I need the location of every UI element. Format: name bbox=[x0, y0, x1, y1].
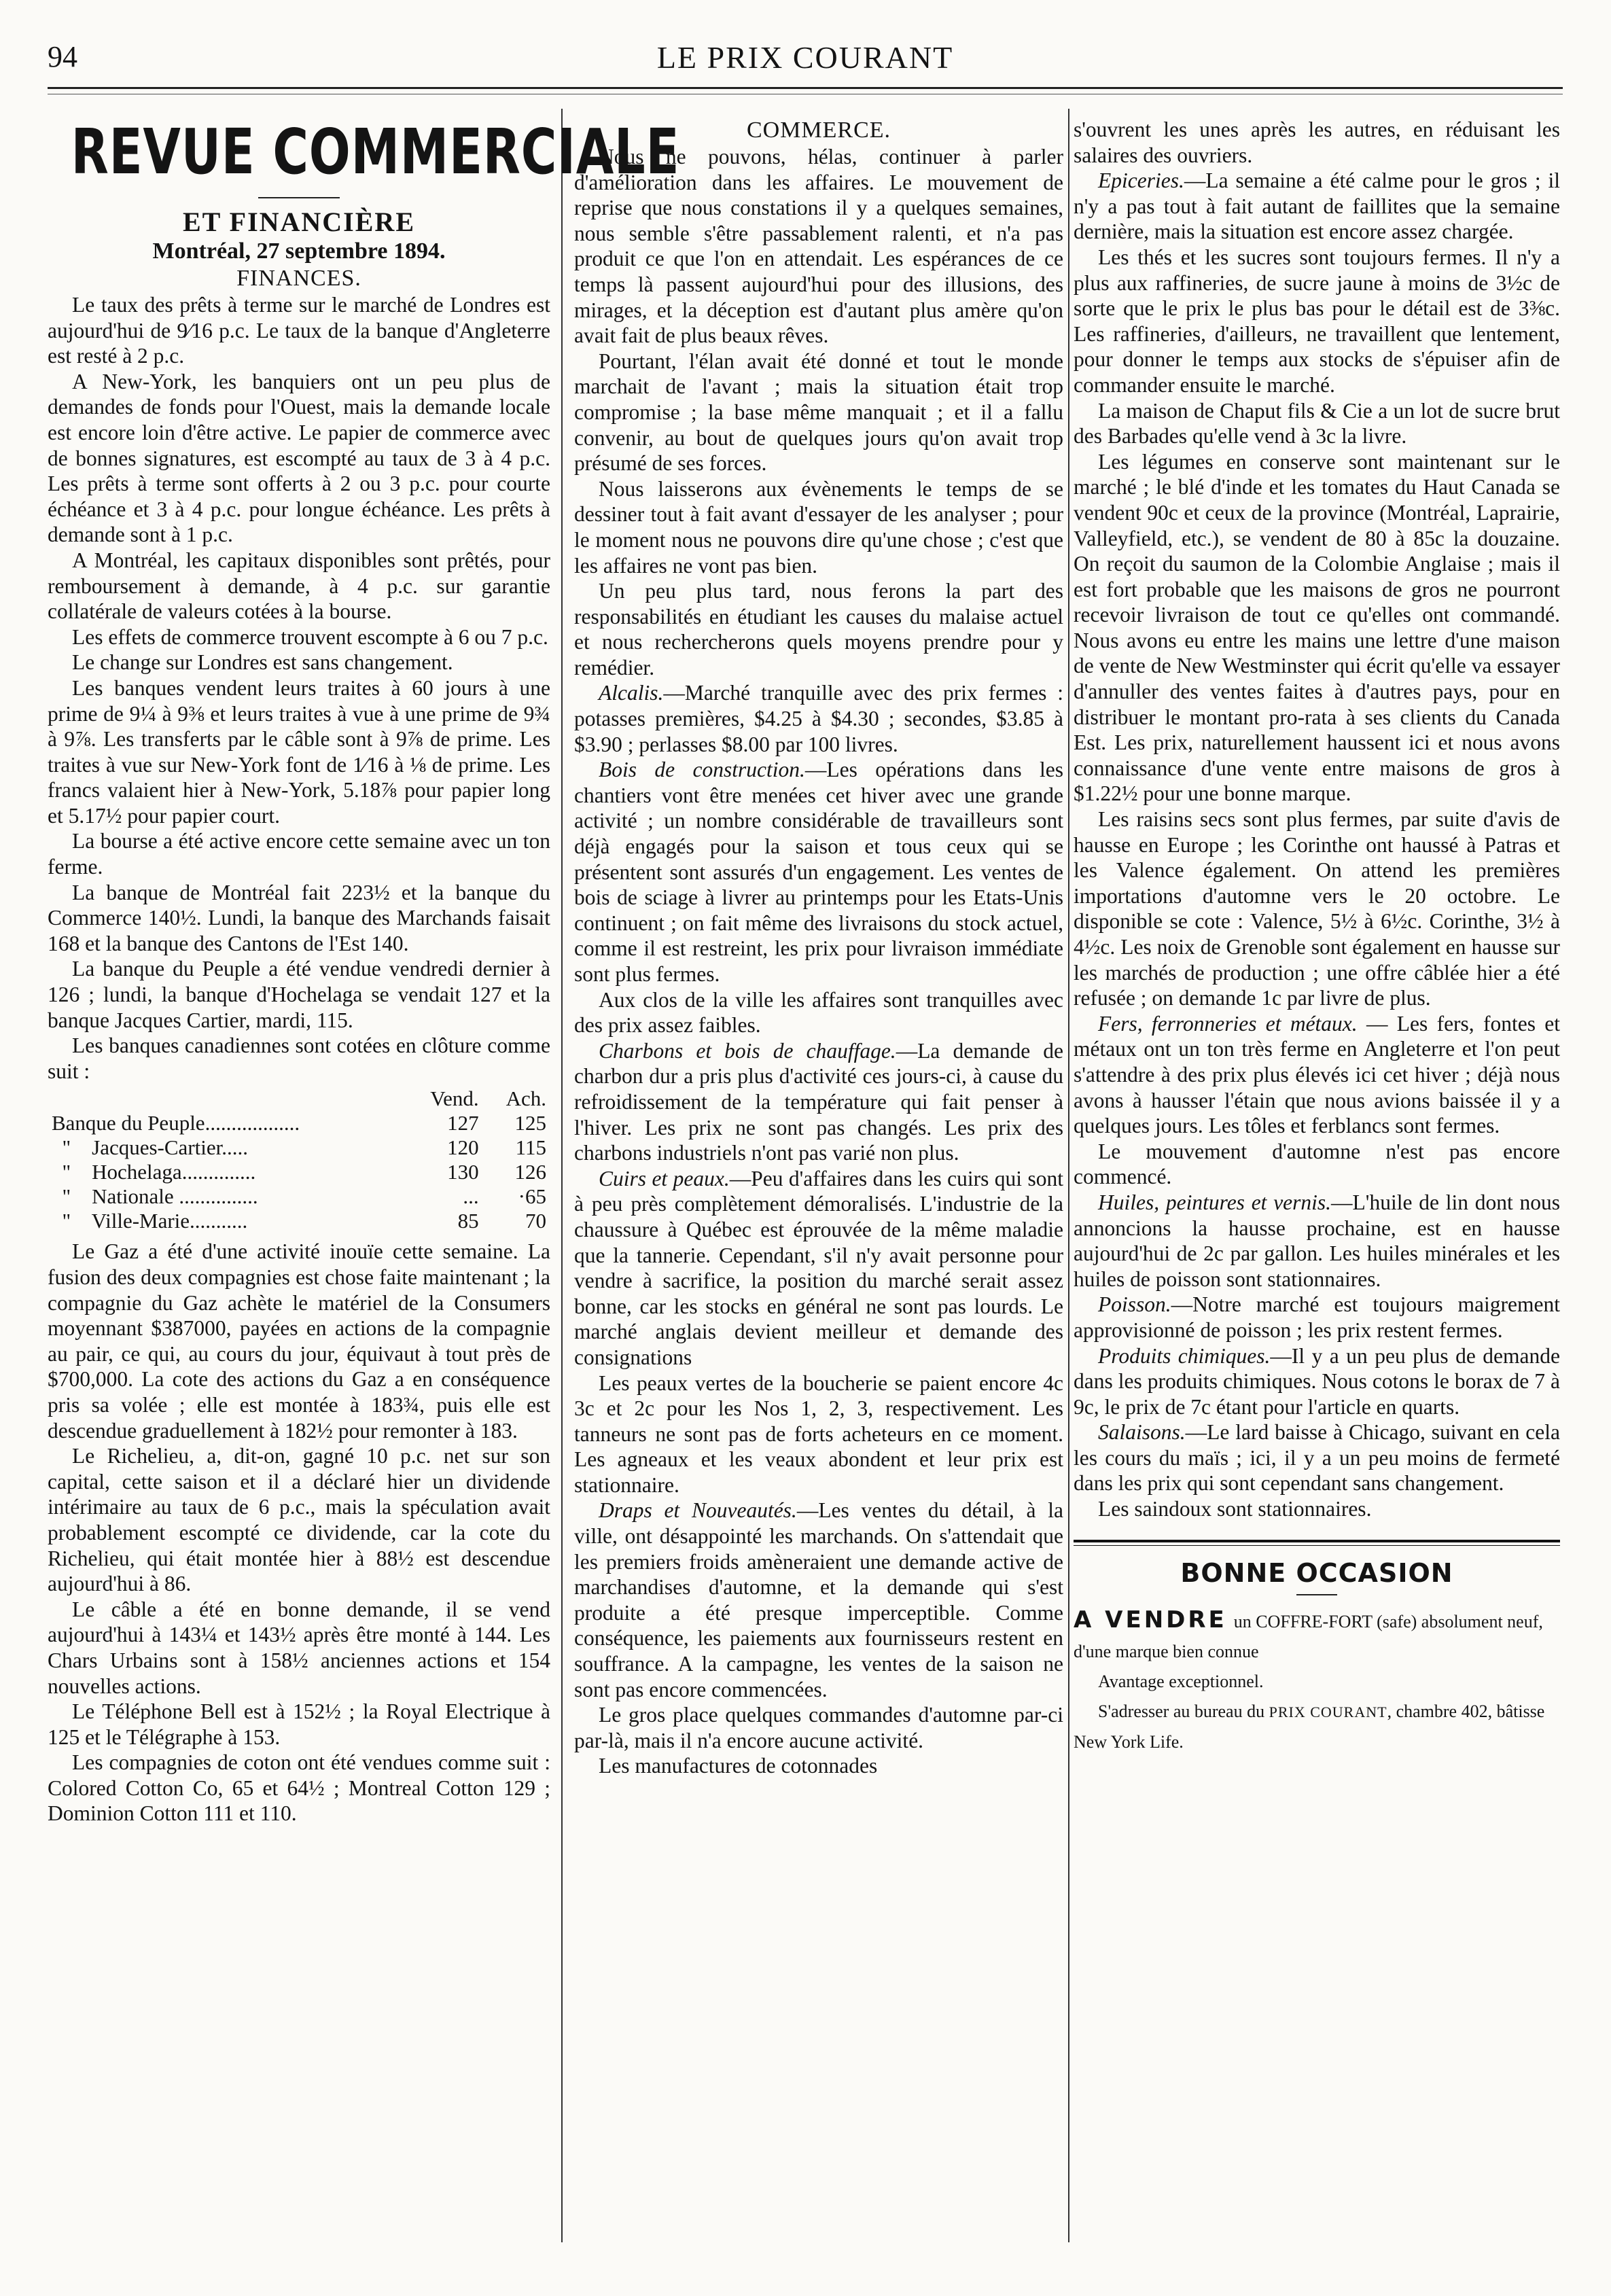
table-header-ach: Ach. bbox=[506, 1087, 546, 1111]
paragraph: Aux clos de la ville les affaires sont tranquilles avec des prix assez faibles. bbox=[574, 987, 1063, 1038]
ad-text-2: Avantage exceptionnel. bbox=[1098, 1672, 1264, 1692]
rubric-heading: Alcalis. bbox=[599, 681, 664, 705]
ach-value: 115 bbox=[515, 1135, 546, 1160]
paragraph: Nous ne pouvons, hélas, continuer à parler d'amélioration dans les affaires. Le mouvement de reprise que nous constations il y a quelques semaines, nous semble s'être passablement ralenti, et n'a pas produit ce que l'on en attendait. Les espérances de ce temps là passent aujourd'hui pour des illusions, des mirages, et la déception est d'autant plus amère qu'on avait fait de plus beaux rêves. bbox=[574, 145, 1063, 348]
rubric-text: —Il y a un peu plus de demande dans les produits chimiques. Nous cotons le borax de 7 à 9c, le prix de 7c étant pour l'article en quarts. bbox=[1074, 1343, 1560, 1419]
rubric-text: — Les fers, fontes et métaux ont un ton très ferme en Angleterre et l'on peut s'attendre à des prix plus élevés ici cet hiver ; déjà nous avons à hausser l'étain que nous avions baissée il y a quelques jours. Les tôles et ferblancs sont fermes. bbox=[1074, 1011, 1560, 1138]
paragraph: Les raisins secs sont plus fermes, par suite d'avis de hausse en Europe ; les Corinthe ont haussé à Patras et les Valence également. On attend les premières importations d'automne vers le 20 octobre. Le disponible se cote : Valence, 5½ à 6½c. Corinthe, 3½ à 4½c. Les noix de Grenoble sont également en hausse sur les marchés de production ; une offre câblée hier a été refusée ; on demande 1c par livre de plus. bbox=[1074, 807, 1560, 1010]
rubric-heading: Fers, ferronneries et métaux. bbox=[1098, 1011, 1358, 1036]
ad-text-3a: S'adresser au bureau du bbox=[1098, 1701, 1269, 1722]
paragraph: Les thés et les sucres sont toujours fermes. Il n'y a plus aux raffineries, de sucre jaune à moins de 3½c de sorte que le prix le plus bas pour le détail est de 3⅜c. Les raffineries, d'ailleurs, ne travaillent que lentement, pour donner le temps aux stocks de s'épuiser afin de commander ensuite le marché. bbox=[1074, 245, 1560, 397]
table-row bbox=[48, 1209, 550, 1233]
rubric-text: —Le lard baisse à Chicago, suivant en cela les cours du maïs ; ici, il y a un peu moins de fermeté dans les prix qui sont cependant sans changement. bbox=[1074, 1420, 1560, 1496]
rubric-heading: Charbons et bois de chauffage. bbox=[599, 1038, 896, 1063]
paragraph: Les peaux vertes de la boucherie se paient encore 4c 3c et 2c pour les Nos 1, 2, 3, respectivement. Les tanneurs ne sont pas de forts acheteurs en ce moment. Les agneaux et les veaux abondent et leur prix est stationnaire. bbox=[574, 1371, 1063, 1497]
rubric-text: —Marché tranquille avec des prix fermes : potasses premières, $4.25 à $4.30 ; secondes, $3.85 à $3.90 ; perlasses $8.00 par 100 livres. bbox=[574, 681, 1063, 756]
ach-value: ·65 bbox=[518, 1184, 546, 1209]
column-2 bbox=[574, 117, 1063, 1779]
vend-value: ... bbox=[463, 1184, 479, 1209]
ach-value: 126 bbox=[514, 1160, 546, 1184]
section-heading-commerce: COMMERCE. bbox=[746, 118, 891, 143]
column-separator-1 bbox=[561, 109, 563, 2242]
column-separator-2 bbox=[1068, 109, 1069, 2242]
paragraph-salaisons bbox=[1074, 1419, 1560, 1496]
paragraph-huiles bbox=[1074, 1190, 1560, 1292]
paragraph: A Montréal, les capitaux disponibles sont prêtés, pour remboursement à demande, à 4 p.c. sur garantie collatérale de valeurs cotées à la bourse. bbox=[48, 548, 550, 624]
page-number: 94 bbox=[48, 40, 77, 73]
table-row bbox=[48, 1111, 550, 1135]
paragraph-alcalis bbox=[574, 680, 1063, 757]
paragraph: La banque de Montréal fait 223½ et la banque du Commerce 140½. Lundi, la banque des Marchands faisait 168 et la banque des Cantons de l'Est 140. bbox=[48, 880, 550, 955]
paragraph-draps bbox=[574, 1498, 1063, 1702]
paragraph-epiceries bbox=[1074, 168, 1560, 245]
vend-value: 120 bbox=[447, 1135, 479, 1160]
rubric-heading: Salaisons. bbox=[1098, 1420, 1186, 1445]
bank-name: Banque du Peuple.................. bbox=[52, 1111, 300, 1135]
paragraph-bois bbox=[574, 757, 1063, 987]
rubric-text: —La semaine a été calme pour le gros ; il n'y a pas tout à fait autant de faillites que la semaine dernière, mais la situation est encore assez chargée. bbox=[1074, 169, 1560, 244]
paragraph: Le change sur Londres est sans changement. bbox=[72, 650, 453, 675]
paragraph: La banque du Peuple a été vendue vendredi dernier à 126 ; lundi, la banque d'Hochelaga se vendait 127 et la banque Jacques Cartier, mardi, 115. bbox=[48, 957, 550, 1032]
paragraph: Le Richelieu, a, dit-on, gagné 10 p.c. net sur son capital, cette saison et il a déclaré hier un dividende intérimaire au taux de 6 p.c., mais la spéculation avait probablement escompté ce dividende, car la cote du Richelieu, qui était montée hier à 88½ est descendue aujourd'hui à 86. bbox=[48, 1444, 550, 1596]
table-header-vend: Vend. bbox=[430, 1087, 479, 1111]
vend-value: 130 bbox=[447, 1160, 479, 1184]
rubric-heading: Cuirs et peaux. bbox=[599, 1166, 730, 1190]
paragraph: Le mouvement d'automne n'est pas encore commencé. bbox=[1074, 1139, 1560, 1189]
bank-name: " Jacques-Cartier..... bbox=[52, 1135, 248, 1160]
paragraph: Les légumes en conserve sont maintenant sur le marché ; le blé d'inde et les tomates du Haut Canada se vendent 90c et ceux de la province (Montréal, Laprairie, Valleyfield, etc.), se vendent de 80 à 85c la douzaine. On reçoit du saumon de la Colombie Anglaise ; mais il est fort probable que les maisons de gros ne pourront recevoir livraison de tout ce qu'elles ont commandé. Nous avons eu entre les mains une lettre d'une maison de vente de New Westminster qui écrit qu'elle va essayer d'annuller des ventes faites à d'autres pays, pour en distribuer le montant pro-rata à ses clients du Canada Est. Les prix, naturellement haussent ici et nous avons connaissance d'une vente entre maisons de gros à $1.22½ pour une bonne marque. bbox=[1074, 449, 1560, 806]
paragraph: Les effets de commerce trouvent escompte à 6 ou 7 p.c. bbox=[72, 624, 548, 649]
article-title: REVUE COMMERCIALE bbox=[71, 116, 680, 188]
table-row bbox=[48, 1135, 550, 1160]
vend-value: 127 bbox=[447, 1111, 479, 1135]
paragraph: Le Gaz a été d'une activité inouïe cette semaine. La fusion des deux compagnies est chose faite maintenant ; la compagnie du Gaz achète le matériel de la Consumers moyennant $387000, payées en actions de la compagnie au pair, ce qui, au cours du jour, équivaut à tout près de $700,000. La cote des actions du Gaz a en conséquence pris sa volée ; elle est montée à 183¾, puis elle est descendue graduellement à 182½ pour remonter à 183. bbox=[48, 1239, 550, 1443]
ach-value: 125 bbox=[514, 1111, 546, 1135]
bank-name: " Hochelaga.............. bbox=[52, 1160, 256, 1184]
ad-top-rule bbox=[1074, 1540, 1560, 1542]
ad-body bbox=[1074, 1605, 1560, 1757]
paragraph: A New-York, les banquiers ont un peu plus de demandes de fonds pour l'Ouest, mais la demande locale est encore loin d'être active. Le papier de commerce avec de bonnes signatures, est escompté au taux de 3 à 4 p.c. Les prêts à terme sont offerts à 2 ou 3 p.c. pour courte échéance et 3 à 4 p.c. pour longue échéance. Les prêts à demande sont à 1 p.c. bbox=[48, 369, 550, 547]
paragraph: Les manufactures de cotonnades bbox=[599, 1754, 878, 1778]
paragraph: La bourse a été active encore cette semaine avec un ton ferme. bbox=[48, 829, 550, 879]
page-header bbox=[48, 39, 1563, 80]
table-header-row bbox=[48, 1087, 550, 1111]
paragraph: Les compagnies de coton ont été vendues comme suit : Colored Cotton Co, 65 et 64½ ; Montreal Cotton 129 ; Dominion Cotton 111 et 110. bbox=[48, 1750, 550, 1826]
paragraph: Le Téléphone Bell est à 152½ ; la Royal Electrique à 125 et le Télégraphe à 153. bbox=[48, 1699, 550, 1749]
ad-top-rule-thin bbox=[1074, 1545, 1560, 1546]
rubric-heading: Epiceries. bbox=[1098, 169, 1184, 193]
paragraph: Le gros place quelques commandes d'automne par-ci par-là, mais il n'a encore aucune activité. bbox=[574, 1703, 1063, 1752]
column-3 bbox=[1074, 117, 1560, 1757]
rubric-text: —L'huile de lin dont nous annoncions la hausse prochaine, est en hausse aujourd'hui de 2c par gallon. Les huiles minérales et les huiles de poisson sont stationnaires. bbox=[1074, 1190, 1560, 1291]
paragraph: s'ouvrent les unes après les autres, en réduisant les salaires des ouvriers. bbox=[1074, 118, 1560, 167]
rubric-text: —Peu d'affaires dans les cuirs qui sont à peu près complètement démoralisés. L'industrie de la chaussure à Québec est éprouvée de la même maladie que la tannerie. Cependant, s'il n'y avait personne pour vendre à sacrifice, la position du marché serait assez bonne, car les stocks en général ne sont pas lourds. Le marché anglais devient meilleur et demande des consignations bbox=[574, 1166, 1063, 1369]
ad-divider bbox=[1296, 1594, 1337, 1595]
paragraph: Pourtant, l'élan avait été donné et tout le monde marchait de l'avant ; mais la situation était trop compromise ; la base même manquait ; et il a fallu convenir, au bout de quelques jours qu'on avait trop présumé de ses forces. bbox=[574, 349, 1063, 476]
ad-title: BONNE OCCASION bbox=[1180, 1557, 1453, 1588]
bank-name: " Nationale ............... bbox=[52, 1184, 258, 1209]
paragraph: Les banques canadiennes sont cotées en clôture comme suit : bbox=[48, 1034, 550, 1083]
paragraph: Les saindoux sont stationnaires. bbox=[1098, 1497, 1372, 1521]
title-divider bbox=[258, 197, 340, 198]
paragraph: Le taux des prêts à terme sur le marché de Londres est aujourd'hui de 9⁄16 p.c. Le taux de la banque d'Angleterre est resté à 2 p.c. bbox=[48, 293, 550, 368]
ad-text-1: un COFFRE-FORT (safe) absolument neuf, d'une marque bien connue bbox=[1074, 1612, 1543, 1662]
section-heading-finances: FINANCES. bbox=[236, 266, 361, 291]
rubric-heading: Huiles, peintures et vernis. bbox=[1098, 1190, 1332, 1214]
ad-text-3b: PRIX COURANT bbox=[1269, 1703, 1387, 1721]
rubric-heading: Bois de construction. bbox=[599, 758, 805, 782]
rubric-heading: Produits chimiques. bbox=[1098, 1343, 1271, 1368]
article-subtitle: ET FINANCIÈRE bbox=[183, 207, 415, 237]
ach-value: 70 bbox=[525, 1209, 546, 1233]
rubric-text: —Les ventes du détail, à la ville, ont désappointé les marchands. On s'attendait que les premiers froids amèneraient une demande active de marchandises d'automne, et la demande qui s'est produite a été presque imperceptible. Comme conséquence, les paiements aux fournisseurs restent en souffrance. A la campagne, les ventes de la saison ne sont pas encore commencées. bbox=[574, 1498, 1063, 1701]
vend-value: 85 bbox=[457, 1209, 479, 1233]
table-header-empty bbox=[48, 1087, 404, 1111]
paragraph: Le câble a été en bonne demande, il se vend aujourd'hui à 143¼ et 143½ après être monté à 144. Les Chars Urbains sont à 158½ anciennes actions et 154 nouvelles actions. bbox=[48, 1597, 550, 1698]
table-row bbox=[48, 1184, 550, 1209]
rubric-text: —Notre marché est toujours maigrement approvisionné de poisson ; les prix restent fermes. bbox=[1074, 1292, 1560, 1342]
rubric-text: —Les opérations dans les chantiers vont être menées cet hiver avec une grande activité ; un nombre considérable de travailleurs sont déjà engagés pour la saison et tous ceux qui se présentent sont assurés d'un engagement. Les ventes de bois de sciage à livrer au printemps pour les Etats-Unis continuent ; on fait même des livraisons du stock actuel, comme il est restreint, les prix pour livraison immédiate sont plus fermes. bbox=[574, 758, 1063, 986]
paragraph: Nous laisserons aux évènements le temps de se dessiner tout à fait avant d'essayer de les analyser ; pour le moment nous ne pouvons dire qu'une chose ; c'est que les affaires ne vont pas bien. bbox=[574, 476, 1063, 578]
running-title: LE PRIX COURANT bbox=[656, 40, 954, 75]
paragraph-produits bbox=[1074, 1343, 1560, 1420]
rubric-heading: Draps et Nouveautés. bbox=[599, 1498, 797, 1523]
ad-text-3c: , chambre 402, bâtisse New York Life. bbox=[1074, 1701, 1545, 1752]
paragraph-poisson bbox=[1074, 1292, 1560, 1343]
dateline: Montréal, 27 septembre 1894. bbox=[152, 239, 446, 264]
paragraph: Les banques vendent leurs traites à 60 jours à une prime de 9¼ à 9⅜ et leurs traites à vue à une prime de 9¾ à 9⅞. Les transferts par le câble sont à 9⅞ de prime. Les traites à vue sur New-York font de 1⁄16 à ⅛ de prime. Les francs valaient hier à New-York, 5.18⅞ pour papier long et 5.17½ pour papier court. bbox=[48, 675, 550, 828]
rubric-heading: Poisson. bbox=[1098, 1292, 1171, 1317]
rubric-text: —La demande de charbon dur a pris plus d'activité ces jours-ci, à cause du refroidissement de la température qui fait penser à l'hiver. Les prix ne sont pas changés. Les prix des charbons industriels n'ont pas varié non plus. bbox=[574, 1038, 1064, 1165]
paragraph: La maison de Chaput fils & Cie a un lot de sucre brut des Barbades qu'elle vend à 3c la livre. bbox=[1074, 398, 1560, 448]
bank-quotes-table bbox=[48, 1087, 550, 1233]
header-rule bbox=[48, 87, 1563, 89]
bank-name: " Ville-Marie........... bbox=[52, 1209, 248, 1233]
table-row bbox=[48, 1160, 550, 1184]
paragraph-charbons bbox=[574, 1038, 1063, 1166]
paragraph-cuirs bbox=[574, 1166, 1063, 1371]
ad-lead: A VENDRE bbox=[1074, 1606, 1227, 1634]
paragraph: Un peu plus tard, nous ferons la part des responsabilités en étudiant les causes du malaise actuel et nous rechercherons quels moyens prendre pour y remédier. bbox=[574, 579, 1063, 679]
paragraph-fers bbox=[1074, 1011, 1560, 1139]
